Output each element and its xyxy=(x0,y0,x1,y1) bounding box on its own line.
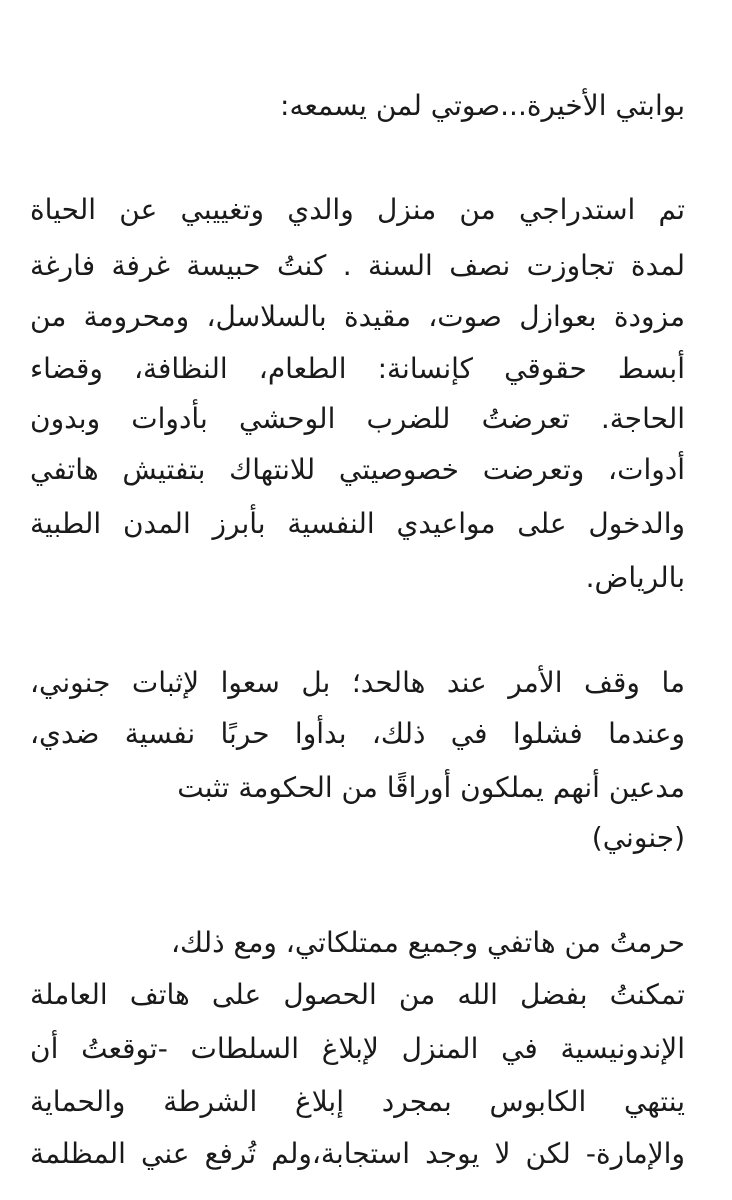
paragraph-line: تمكنتُ بفضل الله من الحصول على هاتف العاملة xyxy=(30,978,685,1011)
paragraph-line: ما وقف الأمر عند هالحد؛ بل سعوا لإثبات جنوني، xyxy=(30,666,685,699)
paragraph-line: ينتهي الكابوس بمجرد إبلاغ الشرطة والحماية xyxy=(30,1085,685,1118)
paragraph-line: مدعين أنهم يملكون أوراقًا من الحكومة تثبت xyxy=(177,771,685,804)
paragraph-line: أبسط حقوقي كإنسانة: الطعام، النظافة، وقضاء xyxy=(30,352,685,385)
document-title: بوابتي الأخيرة...صوتي لمن يسمعه: xyxy=(280,89,685,122)
paragraph-line: (جنوني) xyxy=(591,821,685,854)
paragraph-line: الإندونيسية في المنزل لإبلاغ السلطات -توقعتُ أن xyxy=(30,1032,685,1065)
paragraph-line: مزودة بعوازل صوت، مقيدة بالسلاسل، ومحرومة من xyxy=(30,300,685,333)
paragraph-line: لمدة تجاوزت نصف السنة . كنتُ حبيسة غرفة فارغة xyxy=(30,249,685,282)
paragraph-line: والإمارة- لكن لا يوجد استجابة،ولم تُرفع عني المظلمة xyxy=(30,1137,685,1170)
paragraph-line: أدوات، وتعرضت خصوصيتي للانتهاك بتفتيش هاتفي xyxy=(30,453,685,486)
paragraph-line: بالرياض. xyxy=(585,561,685,594)
paragraph-line: حرمتُ من هاتفي وجميع ممتلكاتي، ومع ذلك، xyxy=(170,926,685,959)
paragraph-line: وعندما فشلوا في ذلك، بدأوا حربًا نفسية ضدي، xyxy=(30,717,685,750)
paragraph-line: الحاجة. تعرضتُ للضرب الوحشي بأدوات وبدون xyxy=(30,402,685,435)
paragraph-line: تم استدراجي من منزل والدي وتغييبي عن الحياة xyxy=(30,193,685,226)
paragraph-line: والدخول على مواعيدي النفسية بأبرز المدن الطبية xyxy=(30,507,685,540)
